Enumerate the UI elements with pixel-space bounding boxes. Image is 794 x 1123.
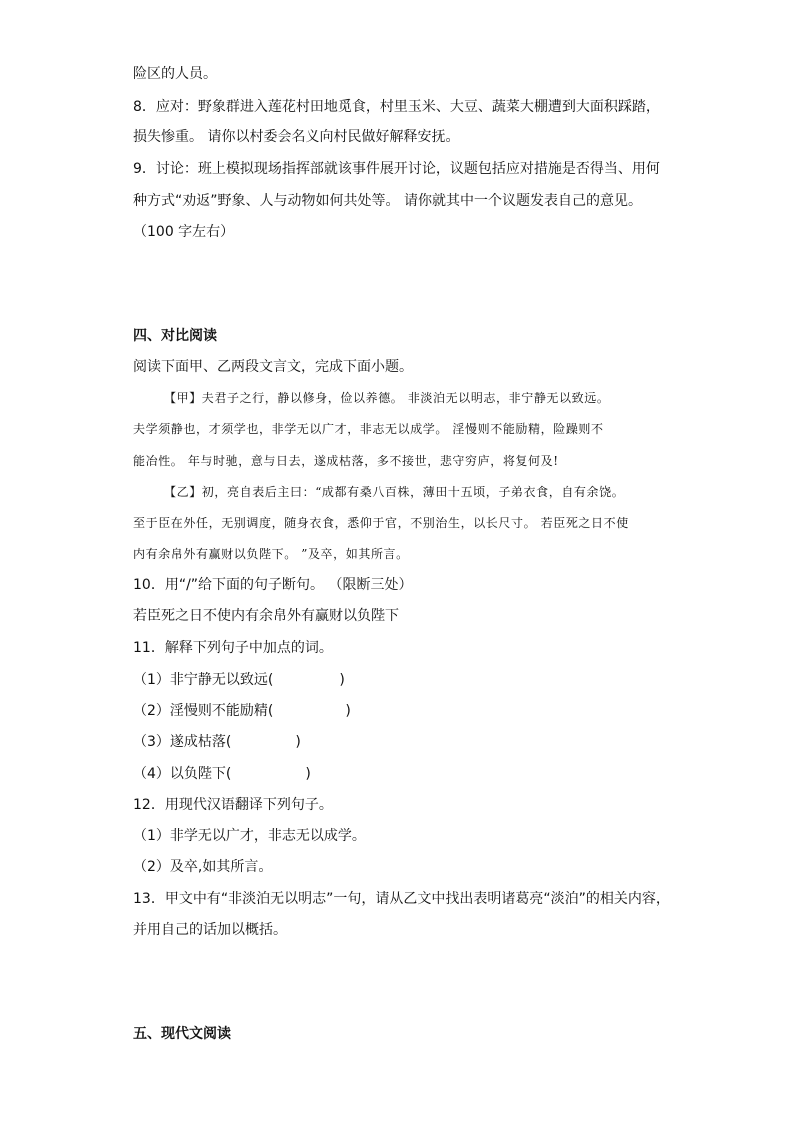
passage-yi-line-2: 至于臣在外任，无别调度，随身衣食，悉仰于官，不别治生，以长尺寸。 若臣死之日不使	[133, 516, 629, 530]
question-13-line-1: 13．甲文中有“非淡泊无以明志”一句，请从乙文中找出表明诸葛亮“淡泊”的相关内容，	[133, 891, 670, 907]
question-10-sentence: 若臣死之日不使内有余帛外有赢财以负陛下	[133, 608, 399, 624]
question-10: 10．用“/”给下面的句子断句。 （限断三处）	[133, 577, 413, 593]
passage-yi-line-3: 内有余帛外有赢财以负陛下。 ”及卒，如其所言。	[133, 547, 409, 561]
question-11-item-3: （3）遂成枯落( )	[133, 734, 301, 750]
question-8-line-1: 8．应对：野象群进入莲花村田地觅食，村里玉米、大豆、蔬菜大棚遭到大面积踩踏，	[133, 99, 660, 115]
question-8-line-2: 损失惨重。 请你以村委会名义向村民做好解释安抚。	[133, 129, 460, 145]
passage-jia-line-2: 夫学须静也，才须学也，非学无以广才，非志无以成学。 淫慢则不能励精，险躁则不	[133, 422, 604, 436]
passage-jia-line-1: 【甲】夫君子之行，静以修身，俭以养德。 非淡泊无以明志，非宁静无以致远。	[164, 391, 610, 405]
continued-text: 险区的人员。	[133, 66, 217, 82]
question-11-item-1: （1）非宁静无以致远( )	[133, 672, 345, 688]
question-12-item-1: （1）非学无以广才，非志无以成学。	[133, 828, 366, 844]
passage-jia-line-3: 能冶性。 年与时驰，意与日去，遂成枯落，多不接世，悲守穷庐，将复何及!	[133, 454, 559, 468]
question-9-line-3: （100 字左右）	[133, 224, 235, 240]
question-9-line-1: 9．讨论：班上模拟现场指挥部就该事件展开讨论，议题包括应对措施是否得当、用何	[133, 161, 660, 177]
question-12: 12．用现代汉语翻译下列句子。	[133, 797, 333, 813]
question-11: 11．解释下列句子中加点的词。	[133, 640, 333, 656]
section-4-intro: 阅读下面甲、乙两段文言文，完成下面小题。	[133, 359, 413, 375]
passage-yi-line-1: 【乙】初，亮自表后主曰：“成都有桑八百株，薄田十五顷，子弟衣食，自有余饶。	[164, 485, 625, 499]
section-4-title: 四、对比阅读	[133, 328, 217, 344]
question-13-line-2: 并用自己的话加以概括。	[133, 922, 287, 938]
question-9-line-2: 种方式“劝返”野象、人与动物如何共处等。 请你就其中一个议题发表自己的意见。	[133, 193, 642, 209]
question-11-item-2: （2）淫慢则不能励精( )	[133, 703, 351, 719]
question-12-item-2: （2）及卒,如其所言。	[133, 859, 273, 875]
section-5-title: 五、现代文阅读	[133, 1026, 231, 1042]
question-11-item-4: （4）以负陛下( )	[133, 766, 311, 782]
